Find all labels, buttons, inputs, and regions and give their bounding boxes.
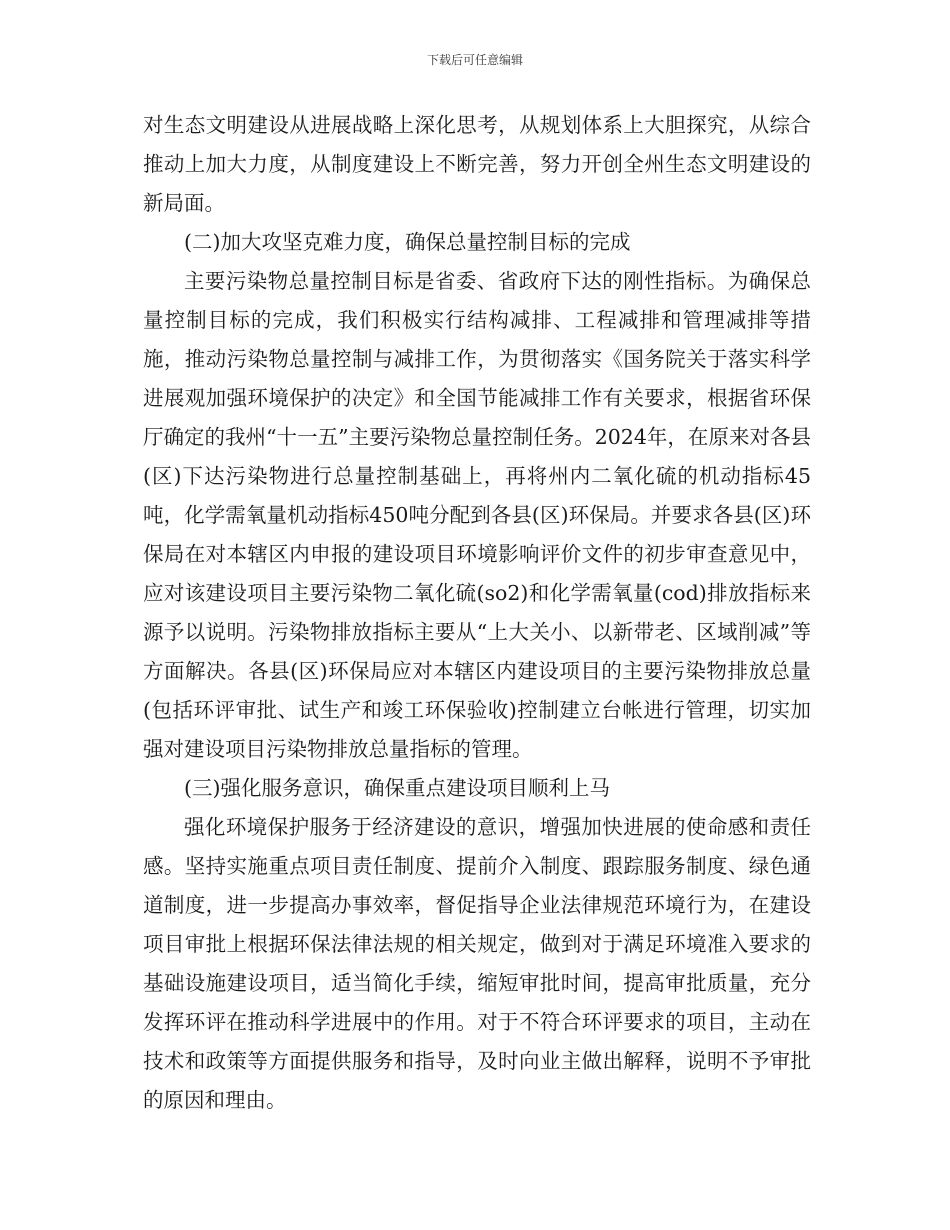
page-header: 下载后可任意编辑 <box>426 53 523 67</box>
section-heading-3: (三)强化服务意识，确保重点建设项目顺利上马 <box>184 776 610 800</box>
paragraph-pollution-control: 主要污染物总量控制目标是省委、省政府下达的刚性指标。为确保总量控制目标的完成，我们积极实行结构减排、工程减排和管理减排等措施，推动污染物总量控制与减排工作，为贯彻落实《国务院关于落实科学进展观加强环境保护的决定》和全国节能减排工作有关要求，根据省环保厅确定的我州“十一五”主要污染物总量控制任务。2024年，在原来对各县(区)下达污染物进行总量控制基础上，再将州内二氧化硫的机动指标45吨，化学需氧量机动指标450吨分配到各县(区)环保局。并要求各县(区)环保局在对本辖区内申报的建设项目环境影响评价文件的初步审查意见中，应对该建设项目主要污染物二氧化硫(so2)和化学需氧量(cod)排放指标来源予以说明。污染物排放指标主要从“上大关小、以新带老、区域削减”等方面解决。各县(区)环保局应对本辖区内建设项目的主要污染物排放总量(包括环评审批、试生产和竣工环保验收)控制建立台帐进行管理，切实加强对建设项目污染物排放总量指标的管理。 <box>143 269 811 761</box>
paragraph-service-awareness: 强化环境保护服务于经济建设的意识，增强加快进展的使命感和责任感。坚持实施重点项目责任制度、提前介入制度、跟踪服务制度、绿色通道制度，进一步提高办事效率，督促指导企业法律规范环境行为，在建设项目审批上根据环保法律法规的相关规定，做到对于满足环境准入要求的基础设施建设项目，适当简化手续，缩短审批时间，提高审批质量，充分发挥环评在推动科学进展中的作用。对于不符合环评要求的项目，主动在技术和政策等方面提供服务和指导，及时向业主做出解释，说明不予审批的原因和理由。 <box>143 815 811 1112</box>
document-body <box>143 106 811 1120</box>
paragraph-continuation: 对生态文明建设从进展战略上深化思考，从规划体系上大胆探究，从综合推动上加大力度，从制度建设上不断完善，努力开创全州生态文明建设的新局面。 <box>143 113 811 215</box>
section-heading-2: (二)加大攻坚克难力度，确保总量控制目标的完成 <box>184 230 631 254</box>
